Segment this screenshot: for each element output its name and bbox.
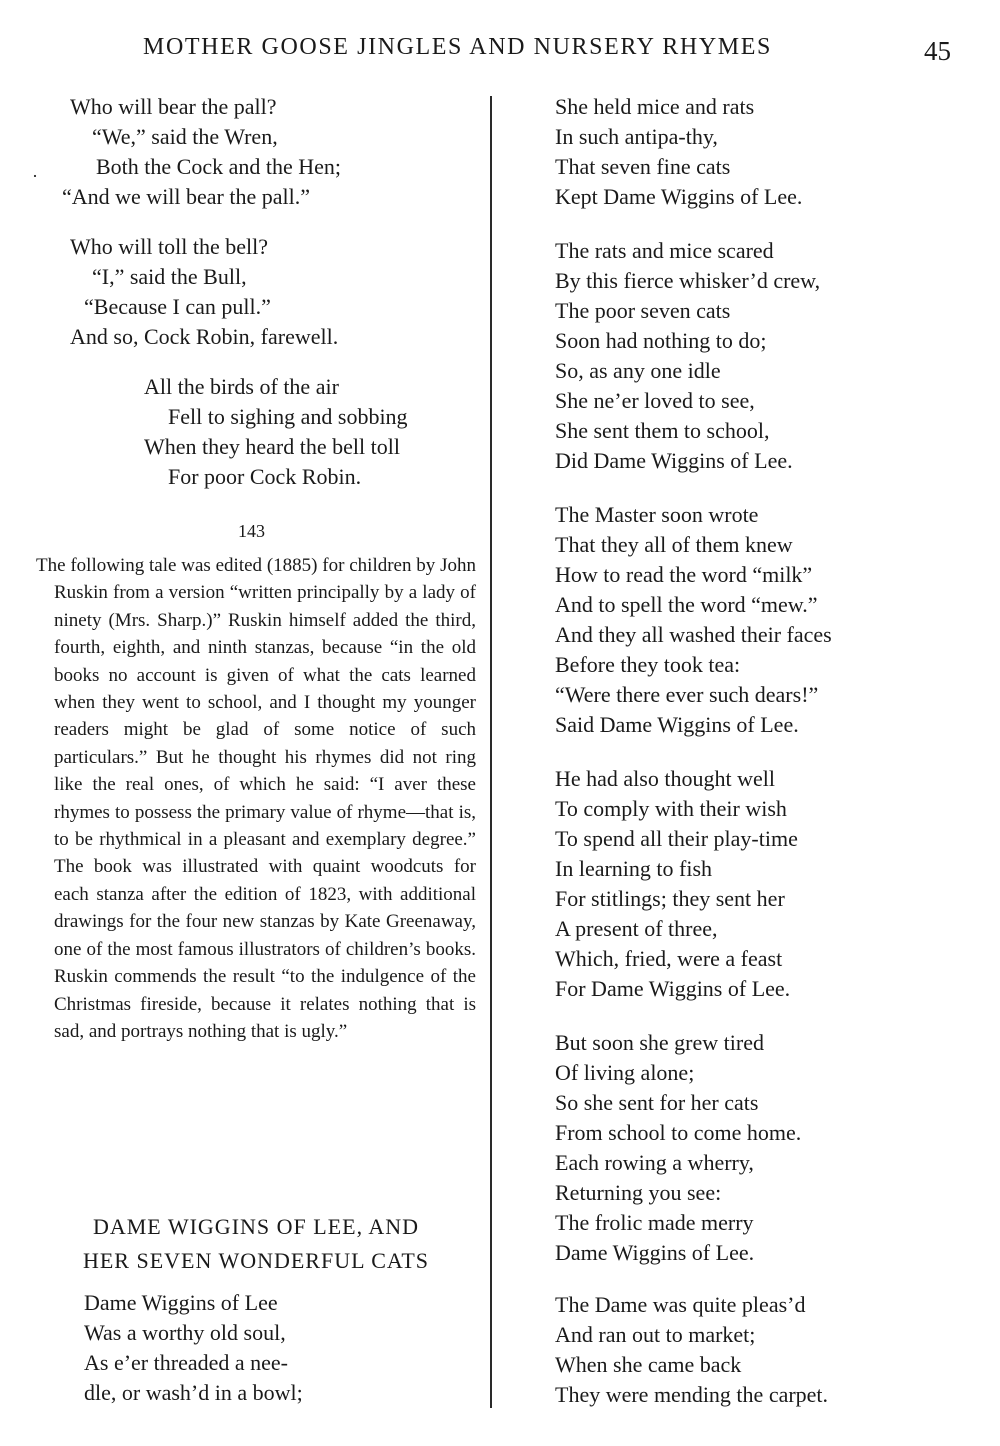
verse-line: Fell to sighing and sobbing	[168, 404, 408, 429]
verse-line: They were mending the carpet.	[555, 1382, 829, 1407]
verse-line: Both the Cock and the Hen;	[96, 154, 342, 179]
verse-line: Soon had nothing to do;	[555, 328, 767, 353]
verse-line: In learning to fish	[555, 856, 713, 881]
verse-line: “And we will bear the pall.”	[62, 184, 311, 209]
verse-line: In such antipa-thy,	[555, 124, 718, 149]
verse-line: When she came back	[555, 1352, 742, 1377]
verse-line: For stitlings; they sent her	[555, 886, 785, 911]
verse-line: When they heard the bell toll	[144, 434, 400, 459]
verse-line: dle, or wash’d in a bowl;	[84, 1380, 303, 1405]
stray-mark: ·	[32, 166, 38, 186]
verse-line: So she sent for her cats	[555, 1090, 759, 1115]
verse-line: To comply with their wish	[555, 796, 787, 821]
verse-line: Before they took tea:	[555, 652, 741, 677]
verse-line: The Master soon wrote	[555, 502, 759, 527]
verse-line: “Because I can pull.”	[84, 294, 271, 319]
verse-line: Who will toll the bell?	[70, 234, 268, 259]
verse-line: “Were there ever such dears!”	[555, 682, 819, 707]
section-number: 143	[238, 521, 265, 541]
verse-line: The frolic made merry	[555, 1210, 754, 1235]
verse-line: And to spell the word “mew.”	[555, 592, 818, 617]
verse-line: Each rowing a wherry,	[555, 1150, 754, 1175]
verse-line: The Dame was quite pleas’d	[555, 1292, 806, 1317]
verse-line: As e’er threaded a nee-	[84, 1350, 288, 1375]
verse-line: She ne’er loved to see,	[555, 388, 755, 413]
verse-line: From school to come home.	[555, 1120, 802, 1145]
verse-line: Dame Wiggins of Lee.	[555, 1240, 755, 1265]
verse-line: By this fierce whisker’d crew,	[555, 268, 821, 293]
verse-line: That seven fine cats	[555, 154, 731, 179]
verse-line: “We,” said the Wren,	[92, 124, 278, 149]
verse-line: Of living alone;	[555, 1060, 695, 1085]
verse-line: That they all of them knew	[555, 532, 793, 557]
verse-line: How to read the word “milk”	[555, 562, 813, 587]
verse-line: For poor Cock Robin.	[168, 464, 362, 489]
running-title: MOTHER GOOSE JINGLES AND NURSERY RHYMES	[143, 34, 772, 60]
verse-line: All the birds of the air	[144, 374, 339, 399]
verse-line: And they all washed their faces	[555, 622, 832, 647]
poem-title-line-2: HER SEVEN WONDERFUL CATS	[82, 1248, 430, 1273]
verse-line: But soon she grew tired	[555, 1030, 764, 1055]
verse-line: Was a worthy old soul,	[84, 1320, 286, 1345]
verse-line: She sent them to school,	[555, 418, 770, 443]
verse-line: Said Dame Wiggins of Lee.	[555, 712, 799, 737]
verse-line: He had also thought well	[555, 766, 775, 791]
verse-line: The rats and mice scared	[555, 238, 774, 263]
verse-line: Who will bear the pall?	[70, 94, 277, 119]
poem-title-line-1: DAME WIGGINS OF LEE, AND	[92, 1214, 420, 1239]
verse-line: To spend all their play-time	[555, 826, 798, 851]
verse-line: Which, fried, were a feast	[555, 946, 783, 971]
verse-line: “I,” said the Bull,	[92, 264, 247, 289]
verse-line: Kept Dame Wiggins of Lee.	[555, 184, 803, 209]
editorial-note: The following tale was edited (1885) for children by John Ruskin from a version “written principally by a lady of ninety (Mrs. Sharp.)” Ruskin himself added the third, fourth, eighth, and ninth stanzas, because “in the old books no account is given of what the cats learned when they went to school, and I thought my younger readers might be glad of some notice of such particulars.” But he thought his rhymes did not ring like the real ones, of which he said: “I aver these rhymes to possess the primary value of rhyme—that is, to be rhythmical in a pleasant and exemplary degree.” The book was illustrated with quaint woodcuts for each stanza after the edition of 1823, with additional drawings for the four new stanzas by Kate Greenaway, one of the most famous illustrators of children’s books. Ruskin commends the result “to the indulgence of the Christmas fireside, because it relates nothing that is sad, and portrays nothing that is ugly.”	[36, 555, 476, 1042]
verse-line: And so, Cock Robin, farewell.	[70, 324, 339, 349]
running-header	[0, 30, 1000, 70]
verse-line: And ran out to market;	[555, 1322, 756, 1347]
verse-line: For Dame Wiggins of Lee.	[555, 976, 791, 1001]
verse-line: Returning you see:	[555, 1180, 722, 1205]
verse-line: Dame Wiggins of Lee	[84, 1290, 278, 1315]
page-number: 45	[924, 36, 951, 66]
verse-line: So, as any one idle	[555, 358, 721, 383]
column-divider	[490, 96, 492, 1408]
verse-line: She held mice and rats	[555, 94, 755, 119]
verse-line: Did Dame Wiggins of Lee.	[555, 448, 793, 473]
verse-line: The poor seven cats	[555, 298, 731, 323]
verse-line: A present of three,	[555, 916, 718, 941]
